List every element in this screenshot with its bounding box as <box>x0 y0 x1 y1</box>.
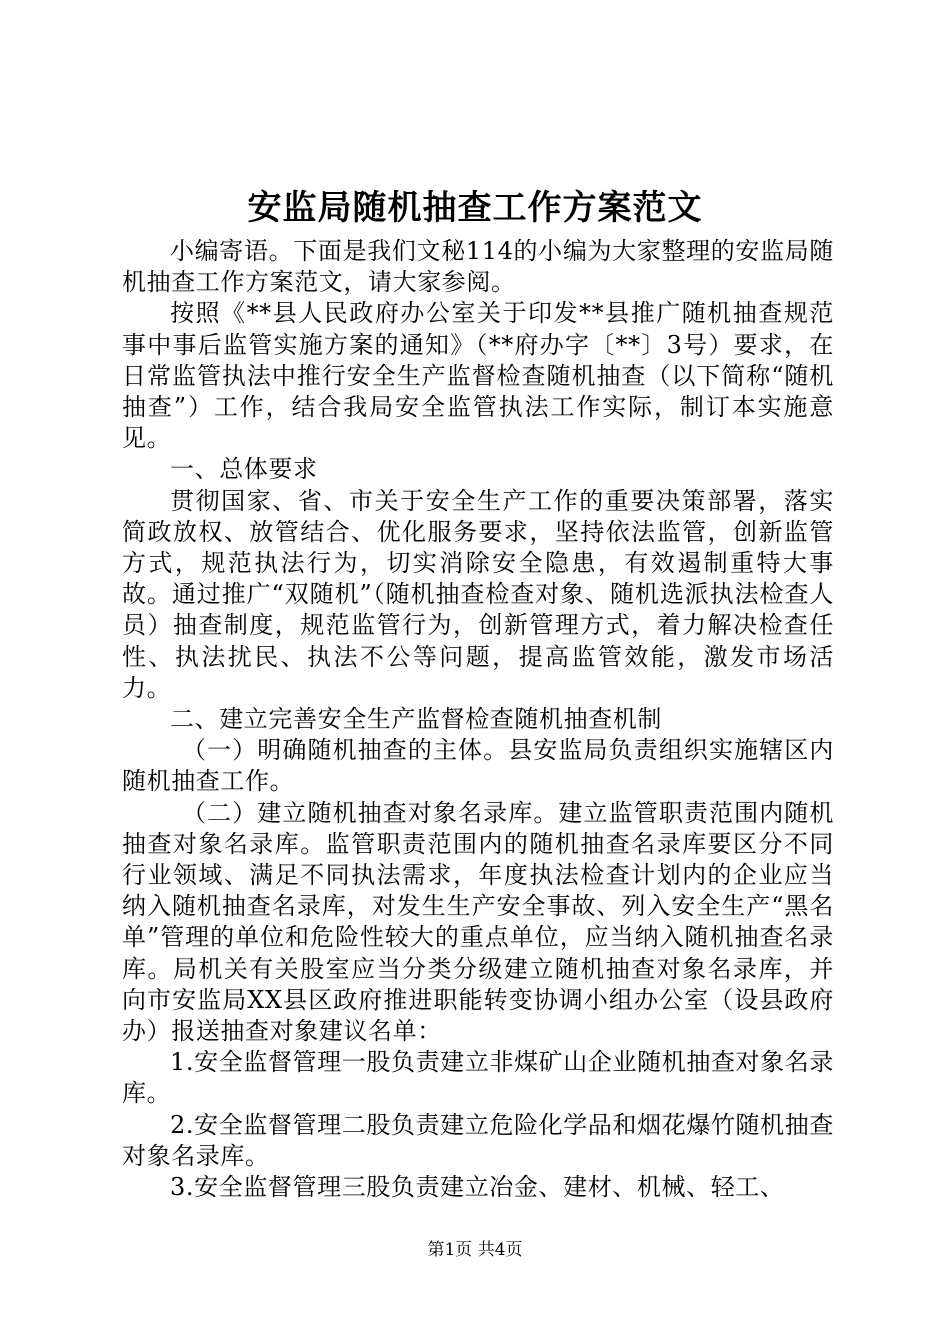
list-item-1: 1.安全监督管理一股负责建立非煤矿山企业随机抽查对象名录库。 <box>122 1048 834 1108</box>
paragraph-basis: 按照《**县人民政府办公室关于印发**县推广随机抽查规范事中事后监管实施方案的通知》（**府办字〔**〕3号）要求，在日常监管执法中推行安全生产监督检查随机抽查（以下简称“随机抽查”）工作，结合我局安全监管执法工作实际，制订本实施意见。 <box>122 299 834 453</box>
heading-mechanism: 二、建立完善安全生产监督检查随机抽查机制 <box>170 705 662 734</box>
document-body <box>122 236 834 1203</box>
paragraph-general-requirements: 贯彻国家、省、市关于安全生产工作的重要决策部署，落实简政放权、放管结合、优化服务要求，坚持依法监管，创新监管方式，规范执法行为，切实消除安全隐患，有效遏制重特大事故。通过推广“双随机”（随机抽查检查对象、随机选派执法检查人员）抽查制度，规范监管行为，创新管理方式，着力解决检查任性、执法扰民、执法不公等问题，提高监管效能，激发市场活力。 <box>122 486 834 702</box>
paragraph-intro: 小编寄语。下面是我们文秘114的小编为大家整理的安监局随机抽查工作方案范文，请大家参阅。 <box>122 237 834 297</box>
heading-general-requirements: 一、总体要求 <box>170 455 318 484</box>
paragraph-directory: （二）建立随机抽查对象名录库。建立监管职责范围内随机抽查对象名录库。监管职责范围内的随机抽查名录库要区分不同行业领域、满足不同执法需求，年度执法检查计划内的企业应当纳入随机抽查名录库，对发生生产安全事故、列入安全生产“黑名单”管理的单位和危险性较大的重点单位，应当纳入随机抽查名录库。局机关有关股室应当分类分级建立随机抽查对象名录库，并向市安监局XX县区政府推进职能转变协调小组办公室（设县政府办）报送抽查对象建议名单： <box>122 798 834 1046</box>
list-item-3: 3.安全监督管理三股负责建立冶金、建材、机械、轻工、 <box>170 1173 785 1202</box>
page-number-footer: 第1页 共4页 <box>427 1240 523 1260</box>
paragraph-subject: （一）明确随机抽查的主体。县安监局负责组织实施辖区内随机抽查工作。 <box>122 736 834 796</box>
list-item-2: 2.安全监督管理二股负责建立危险化学品和烟花爆竹随机抽查对象名录库。 <box>122 1110 834 1170</box>
document-title: 安监局随机抽查工作方案范文 <box>247 188 703 228</box>
